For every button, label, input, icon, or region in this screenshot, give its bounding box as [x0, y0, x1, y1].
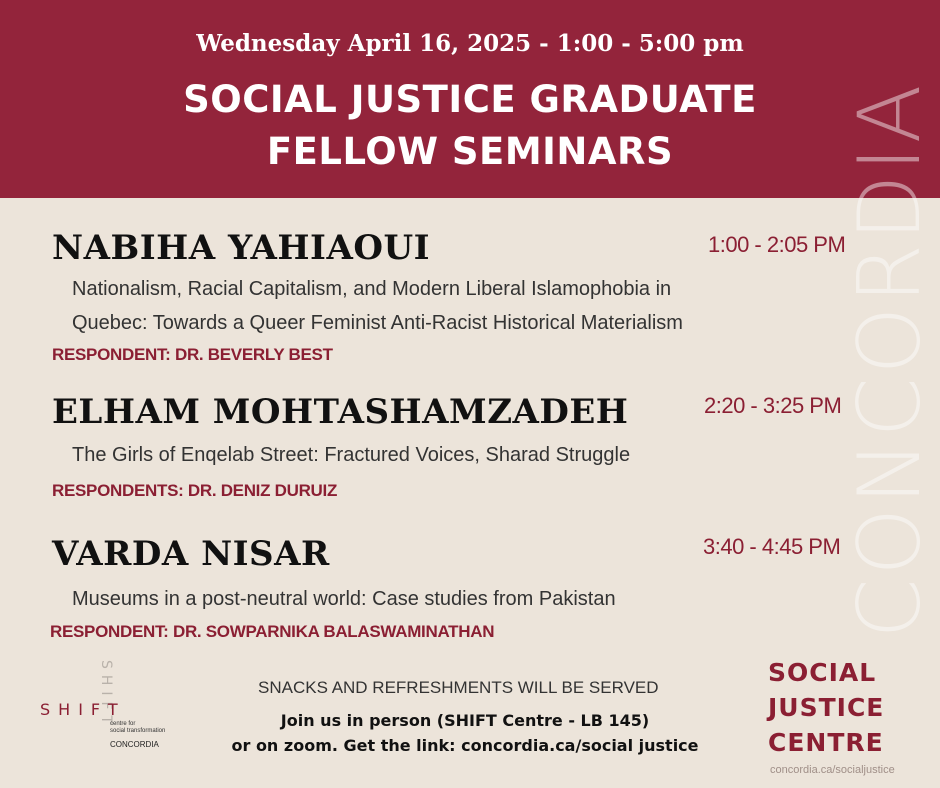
shift-logo-letters: SHIFT — [40, 700, 126, 719]
respondent-2: RESPONDENTS: DR. DENIZ DURUIZ — [52, 481, 338, 500]
talk-title-1-line2: Quebec: Towards a Queer Feminist Anti-Racist Historical Materialism — [72, 312, 683, 334]
shift-logo-org: CONCORDIA — [110, 740, 159, 749]
speaker-name-1: NABIHA YAHIAOUI — [52, 228, 430, 268]
talk-title-2: The Girls of Enqelab Street: Fractured Voices, Sharad Struggle — [72, 444, 631, 466]
sjc-logo-line1: SOCIAL — [768, 658, 877, 687]
shift-logo-vertical: SHIFT — [98, 660, 114, 730]
sjc-logo-line3: CENTRE — [768, 728, 884, 757]
event-title-line2: FELLOW SEMINARS — [266, 130, 674, 173]
sjc-logo-line2: JUSTICE — [768, 693, 885, 722]
join-info-line1: Join us in person (SHIFT Centre - LB 145) — [280, 711, 650, 730]
session-time-1: 1:00 - 2:05 PM — [708, 232, 846, 257]
event-title-line1: SOCIAL JUSTICE GRADUATE — [183, 78, 757, 121]
join-info-line2: or on zoom. Get the link: concordia.ca/social justice — [231, 736, 699, 755]
refreshments-note: SNACKS AND REFRESHMENTS WILL BE SERVED — [258, 678, 659, 697]
session-time-3: 3:40 - 4:45 PM — [703, 534, 841, 559]
respondent-1: RESPONDENT: DR. BEVERLY BEST — [52, 345, 333, 364]
event-date: Wednesday April 16, 2025 - 1:00 - 5:00 pm — [196, 30, 744, 57]
respondent-3: RESPONDENT: DR. SOWPARNIKA BALASWAMINATHAN — [50, 622, 495, 641]
speaker-name-2: ELHAM MOHTASHAMZADEH — [52, 392, 629, 432]
header-banner — [0, 0, 940, 198]
session-time-2: 2:20 - 3:25 PM — [704, 393, 842, 418]
shift-logo — [40, 660, 175, 770]
poster: Wednesday April 16, 2025 - 1:00 - 5:00 pm SOCIAL JUSTICE GRADUATE FELLOW SEMINARS CONCORDIA NABIHA YAHIAOUI 1:00 - 2:05 PM Nationalism, Racial Capitalism, and Modern Liberal Islamophobia in Quebec: Towards a Queer Feminist Anti-Racist Historical Materialism RESPONDENT: DR. BEVERLY BEST ELHAM MOHTASHAMZADEH 2:20 - 3:25 PM The Girls of Enqelab Street: Fractured Voices, Sharad Struggle RESPONDENTS: DR. DENIZ DURUIZ VARDA NISAR 3:40 - 4:45 PM Museums in a post-neutral world: Case studies from Pakistan RESPONDENT: DR. SOWPARNIKA BALASWAMINATHAN SHIFT SHIFT centre for social transformation CONCORDIA SNACKS AND REFRESHMENTS WILL BE SERVED Join us in person (SHIFT Centre - LB 145) or on zoom. Get the link: concordia.ca/social justice SOCIAL JUSTICE CENTRE concordia.ca/socialjustice — [0, 0, 940, 788]
talk-title-1-line1: Nationalism, Racial Capitalism, and Modern Liberal Islamophobia in — [72, 278, 672, 300]
shift-logo-subtitle: centre for social transformation — [110, 721, 166, 734]
talk-title-3: Museums in a post-neutral world: Case studies from Pakistan — [72, 588, 616, 610]
sjc-url: concordia.ca/socialjustice — [770, 764, 895, 776]
speaker-name-3: VARDA NISAR — [52, 534, 330, 574]
